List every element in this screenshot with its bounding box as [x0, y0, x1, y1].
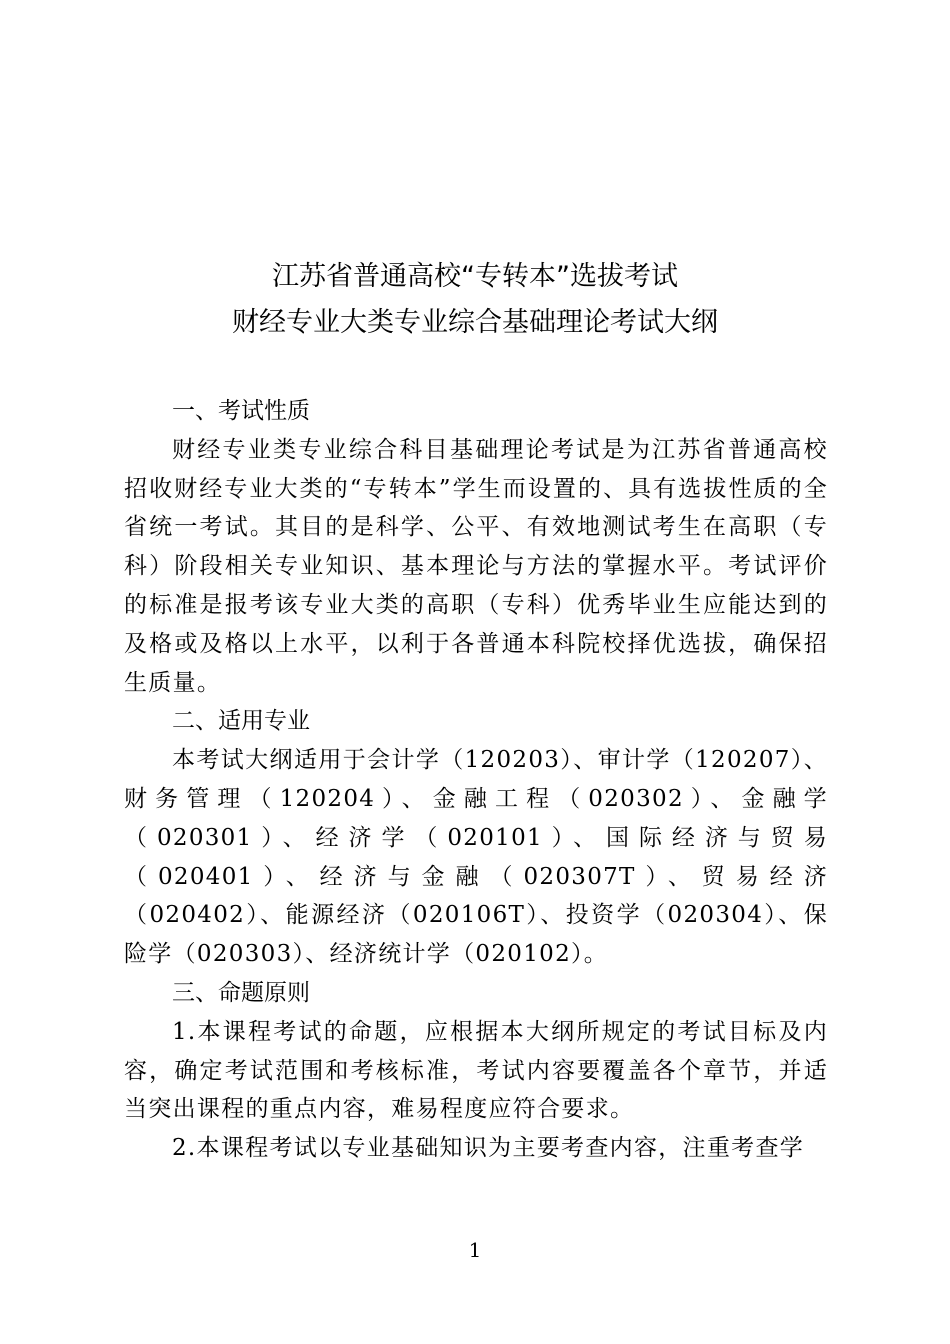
section-applicable-majors	[124, 702, 828, 974]
section-paragraph: 本考试大纲适用于会计学（120203）、审计学（120207）、财务管理（120204）、金融工程（020302）、金融学（020301）、经济学（020101）、国际经济与贸易（020401）、经济与金融（020307T）、贸易经济（020402）、能源经济（020106T）、投资学（020304）、保险学（020303）、经济统计学（020102）。	[124, 747, 828, 968]
section-paragraph: 财经专业类专业综合科目基础理论考试是为江苏省普通高校招收财经专业大类的“专转本”学生而设置的、具有选拔性质的全省统一考试。其目的是科学、公平、有效地测试考生在高职（专科）阶段相关专业知识、基本理论与方法的掌握水平。考试评价的标准是报考该专业大类的高职（专科）优秀毕业生应能达到的及格或及格以上水平，以利于各普通本科院校择优选拔，确保招生质量。	[124, 436, 828, 696]
title-line-2: 财经专业大类专业综合基础理论考试大纲	[232, 307, 718, 338]
page-number: 1	[468, 1238, 482, 1262]
document-body	[124, 392, 828, 1168]
title-line-1: 江苏省普通高校“专转本”选拔考试	[272, 261, 678, 292]
section-heading: 三、命题原则	[172, 979, 310, 1006]
section-heading: 二、适用专业	[172, 708, 310, 735]
section-proposition-principles	[124, 974, 828, 1168]
section-exam-nature	[124, 392, 828, 702]
section-paragraph: 2.本课程考试以专业基础知识为主要考查内容，注重考查学	[172, 1135, 805, 1162]
document-title	[0, 254, 950, 346]
section-heading: 一、考试性质	[172, 398, 310, 424]
section-paragraph: 1.本课程考试的命题，应根据本大纲所规定的考试目标及内容，确定考试范围和考核标准，考试内容要覆盖各个章节，并适当突出课程的重点内容，难易程度应符合要求。	[124, 1018, 828, 1123]
